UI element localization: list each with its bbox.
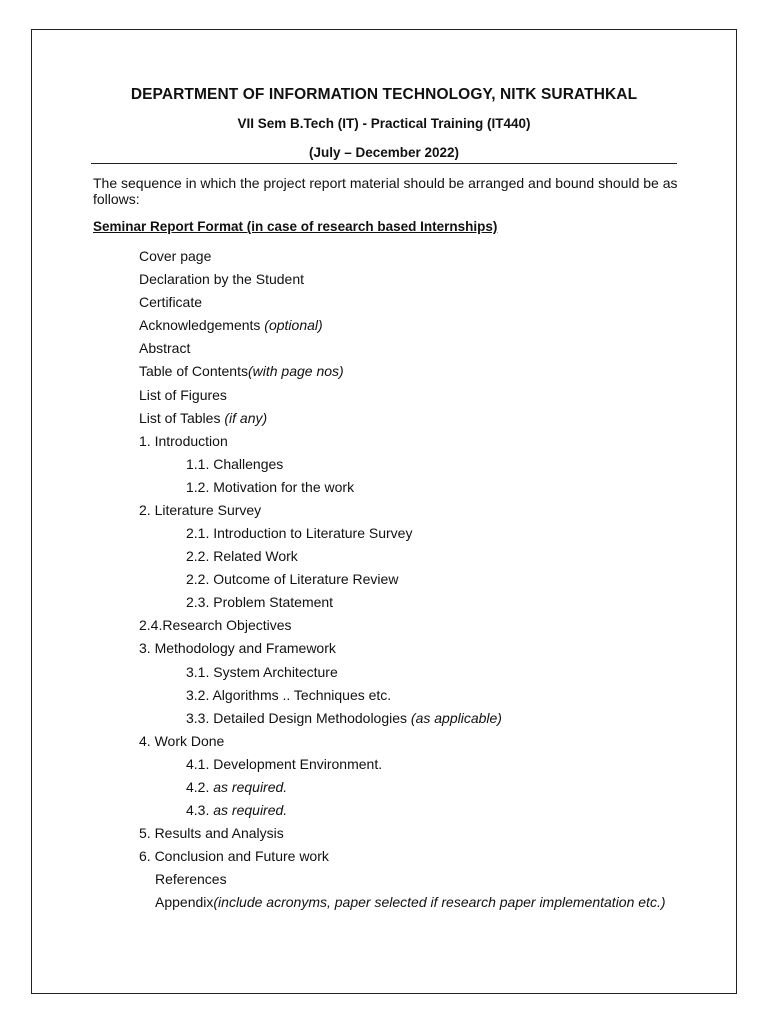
list-item: Abstract xyxy=(139,340,191,356)
list-item: Cover page xyxy=(139,248,212,264)
list-item: 1.2. Motivation for the work xyxy=(186,479,355,495)
list-item: Certificate xyxy=(139,294,203,310)
list-item: 3.2. Algorithms .. Techniques etc. xyxy=(186,687,392,703)
list-item: 2.4.Research Objectives xyxy=(139,617,292,633)
list-item: 2.2. Outcome of Literature Review xyxy=(186,571,399,587)
list-item: 5. Results and Analysis xyxy=(139,825,284,841)
header-divider xyxy=(91,163,677,164)
list-item: 2.1. Introduction to Literature Survey xyxy=(186,525,413,541)
list-item: List of Tables (if any) xyxy=(139,410,268,426)
list-item: 3. Methodology and Framework xyxy=(139,640,336,656)
list-item: 4.1. Development Environment. xyxy=(186,756,383,772)
list-item: 3.3. Detailed Design Methodologies (as applicable) xyxy=(186,710,502,726)
list-item: 6. Conclusion and Future work xyxy=(139,848,329,864)
course-line: VII Sem B.Tech (IT) - Practical Training (IT440) xyxy=(237,116,531,131)
list-item: List of Figures xyxy=(139,387,227,403)
list-item: 1.1. Challenges xyxy=(186,456,284,472)
list-item: Appendix(include acronyms, paper selected if research paper implementation etc.) xyxy=(155,894,666,910)
department-title: DEPARTMENT OF INFORMATION TECHNOLOGY, NITK SURATHKAL xyxy=(130,86,638,103)
list-item: Declaration by the Student xyxy=(139,271,304,287)
list-item: 2.2. Related Work xyxy=(186,548,298,564)
list-item: Table of Contents(with page nos) xyxy=(139,363,344,379)
list-item: Acknowledgements (optional) xyxy=(139,317,323,333)
list-item: References xyxy=(155,871,227,887)
list-item: 4.3. as required. xyxy=(186,802,288,818)
intro-paragraph: The sequence in which the project report material should be arranged and bound should be as follows: xyxy=(93,175,678,207)
list-item: 4. Work Done xyxy=(139,733,225,749)
term-line: (July – December 2022) xyxy=(308,145,460,160)
page-border xyxy=(31,29,737,994)
list-item: 4.2. as required. xyxy=(186,779,288,795)
list-item: 1. Introduction xyxy=(139,433,228,449)
list-item: 2.3. Problem Statement xyxy=(186,594,334,610)
section-heading: Seminar Report Format (in case of research based Internships) xyxy=(93,219,498,234)
list-item: 3.1. System Architecture xyxy=(186,664,338,680)
list-item: 2. Literature Survey xyxy=(139,502,262,518)
